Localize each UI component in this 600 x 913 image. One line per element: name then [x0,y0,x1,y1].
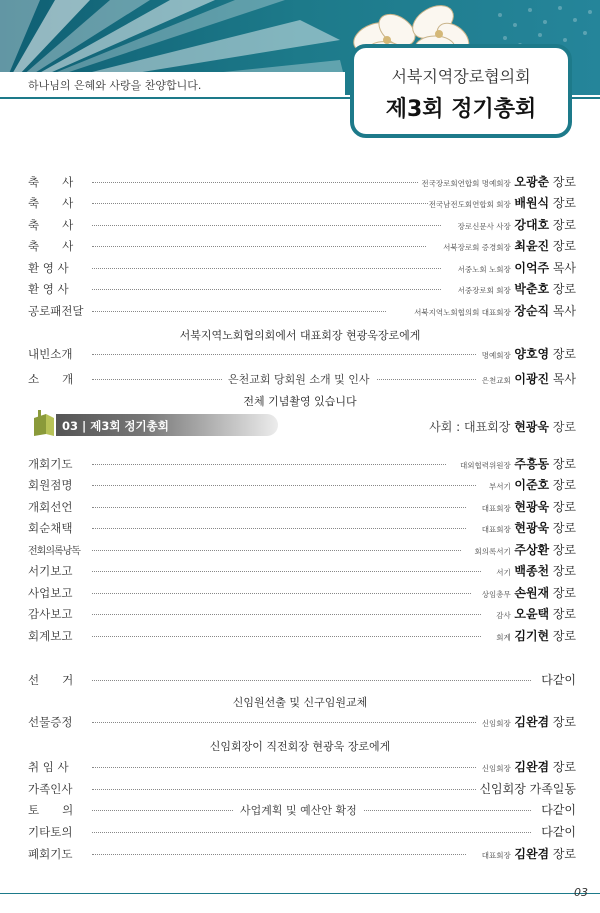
affiliation: 신임회장 [481,764,511,773]
row-label: 축 사 [28,239,74,253]
person-name: 김기현 [514,629,550,643]
person-title: 장로 [552,347,576,361]
program-row [28,302,576,320]
person-name: 최윤진 [514,239,550,253]
leader-dots [92,571,481,572]
header-subtitle: 하나님의 은혜와 사랑을 찬양합니다. [28,79,202,92]
row-person [458,259,576,276]
program-note: 서북지역노회협의회에서 대표회장 현광욱장로에게 [179,329,421,342]
row-label: 소 개 [28,372,74,386]
row-label: 기타토의 [28,825,73,839]
leader-dots [92,614,481,615]
leader-dots [92,680,531,681]
leader-dots [92,354,476,355]
affiliation: 은천교회 [481,376,511,385]
presider-name: 현광욱 [514,420,549,434]
row-right-text [541,823,576,840]
program-row [28,713,576,731]
program-row [28,584,576,602]
program-row [28,823,576,841]
leader-dots [92,528,466,529]
row-label: 서기보고 [28,564,73,578]
person-title: 장로 [552,457,576,471]
right-text: 다같이 [541,825,576,839]
affiliation: 서중노회 노회장 [457,265,511,274]
presider-prefix: 사회 : 대표회장 [429,420,511,434]
person-title: 장로 [552,196,576,210]
footer-divider [0,893,600,894]
program-note: 신임원선출 및 신구임원교체 [232,696,368,709]
program-row [28,758,576,776]
person-title: 장로 [552,543,576,557]
person-name: 이준호 [514,478,550,492]
row-person [458,216,576,233]
affiliation: 서기 [496,568,511,577]
section-header [28,414,278,436]
affiliation: 전국남전도회연합회 회장 [428,200,511,209]
program-row [28,562,576,580]
box-icon [28,410,58,436]
person-name: 오윤택 [514,607,550,621]
row-label: 축 사 [28,218,74,232]
person-title: 장로 [552,500,576,514]
row-person [482,584,576,601]
row-label: 환 영 사 [28,282,69,296]
person-name: 주흥동 [514,457,550,471]
program-row [28,194,576,212]
row-label: 내빈소개 [28,347,73,361]
affiliation: 서북장로회 증경회장 [443,243,511,252]
title-box [350,44,572,138]
row-person [482,519,576,536]
row-label: 개회기도 [28,457,73,471]
person-name: 김완겸 [514,847,550,861]
row-person [482,345,576,362]
leader-dots [92,767,476,768]
row-label: 환 영 사 [28,261,69,275]
row-label: 가족인사 [28,782,73,796]
person-name: 김완겸 [514,715,550,729]
person-name: 주상환 [514,543,550,557]
section-title: 03 | 제3회 정기총회 [62,419,169,433]
row-label: 회원점명 [28,478,73,492]
leader-dots [92,789,476,790]
person-title: 장로 [552,175,576,189]
right-text: 다같이 [541,803,576,817]
right-text: 다같이 [541,673,576,687]
row-person [496,627,576,644]
leader-dots [92,225,441,226]
program-row [28,605,576,623]
person-title: 장로 [552,478,576,492]
program-row [28,845,576,863]
leader-dots [92,464,446,465]
affiliation: 대외협력위원장 [460,461,511,470]
row-middle-text: 사업계획 및 예산안 확정 [234,802,363,818]
person-title: 장로 [552,607,576,621]
person-name: 손원재 [514,586,550,600]
row-label: 회순채택 [28,521,73,535]
affiliation: 장로신문사 사장 [457,222,511,231]
row-middle-text: 은천교회 당회원 소개 및 인사 [222,371,376,387]
row-label: 전회의록낭독 [28,546,80,557]
row-person [414,302,576,319]
program-row [28,627,576,645]
affiliation: 회의록서기 [474,547,511,556]
leader-dots [92,550,461,551]
leader-dots [92,854,466,855]
leader-dots [92,289,441,290]
presider [429,418,576,435]
header [0,0,600,150]
person-title: 목사 [552,304,576,318]
event-title: 제3회 정기총회 [385,97,537,122]
presider-title: 장로 [552,420,576,434]
row-right-text [541,671,576,688]
program-row [28,455,576,473]
leader-dots [92,593,471,594]
row-person [429,194,576,211]
person-title: 장로 [552,521,576,535]
leader-dots [92,182,418,183]
row-label: 사업보고 [28,586,73,600]
person-name: 이억주 [514,261,550,275]
row-person [482,758,576,775]
program-row [28,476,576,494]
affiliation: 대표회장 [481,525,511,534]
program-row [28,216,576,234]
leader-dots [92,246,426,247]
affiliation: 대표회장 [481,851,511,860]
row-person [496,562,576,579]
affiliation: 대표회장 [481,504,511,513]
right-text: 신임회장 가족일동 [479,782,576,796]
program-row [28,345,576,363]
row-label: 공로패전달 [28,304,84,318]
person-title: 장로 [552,715,576,729]
program-row [28,780,576,798]
program-row [28,259,576,277]
row-person [482,845,576,862]
row-right-text [479,780,576,797]
person-title: 장로 [552,847,576,861]
affiliation: 명예회장 [481,351,511,360]
row-person [482,498,576,515]
row-label: 취 임 사 [28,760,69,774]
affiliation: 서북지역노회협의회 대표회장 [414,308,511,317]
person-name: 강대호 [514,218,550,232]
person-title: 장로 [552,218,576,232]
leader-dots [92,636,481,637]
person-name: 양호영 [514,347,550,361]
person-name: 현광욱 [514,521,550,535]
person-name: 김완겸 [514,760,550,774]
row-label: 축 사 [28,175,74,189]
leader-dots [92,311,386,312]
program-row [28,370,576,388]
person-title: 장로 [552,239,576,253]
program-note: 전체 기념촬영 있습니다 [243,395,357,408]
row-label: 회계보고 [28,629,73,643]
affiliation: 전국장로회연합회 명예회장 [421,179,511,188]
person-name: 배원식 [514,196,550,210]
row-person [496,605,576,622]
leader-dots [92,203,428,204]
person-name: 장순직 [514,304,550,318]
program-row [28,519,576,537]
affiliation: 감사 [496,611,511,620]
leader-dots [92,722,476,723]
program-row [28,541,576,559]
person-name: 현광욱 [514,500,550,514]
person-title: 장로 [552,282,576,296]
affiliation: 서중장로회 회장 [457,286,511,295]
leader-dots [92,268,441,269]
person-name: 이광진 [514,372,550,386]
row-label: 선물증정 [28,715,73,729]
row-right-text [541,801,576,818]
person-name: 백종천 [514,564,550,578]
page-number: 03 [574,886,588,899]
row-label: 토 의 [28,803,74,817]
row-person [421,173,576,190]
person-title: 목사 [552,372,576,386]
person-title: 장로 [552,760,576,774]
row-label: 개회선언 [28,500,73,514]
affiliation: 신임회장 [481,719,511,728]
row-label: 폐회기도 [28,847,73,861]
program-row [28,671,576,689]
affiliation: 부서기 [488,482,511,491]
program-note: 신임회장이 직전회장 현광욱 장로에게 [209,740,391,753]
person-title: 장로 [552,564,576,578]
person-name: 오광춘 [514,175,550,189]
person-title: 목사 [552,261,576,275]
row-label: 축 사 [28,196,74,210]
row-person [489,476,576,493]
row-person [482,370,576,387]
row-person [482,713,576,730]
program-row [28,801,576,819]
row-person [443,237,576,254]
program-row [28,280,576,298]
affiliation: 회계 [496,633,511,642]
row-person [458,280,576,297]
row-person [460,455,576,472]
leader-dots [92,507,466,508]
row-label: 선 거 [28,673,74,687]
organization-name: 서북지역장로협의회 [391,67,531,86]
person-name: 박춘호 [514,282,550,296]
person-title: 장로 [552,629,576,643]
leader-dots [92,485,476,486]
affiliation: 상임총무 [481,590,511,599]
row-person [474,541,576,558]
program-row [28,237,576,255]
row-label: 감사보고 [28,607,73,621]
program-row [28,498,576,516]
person-title: 장로 [552,586,576,600]
program-row [28,173,576,191]
leader-dots [92,832,531,833]
